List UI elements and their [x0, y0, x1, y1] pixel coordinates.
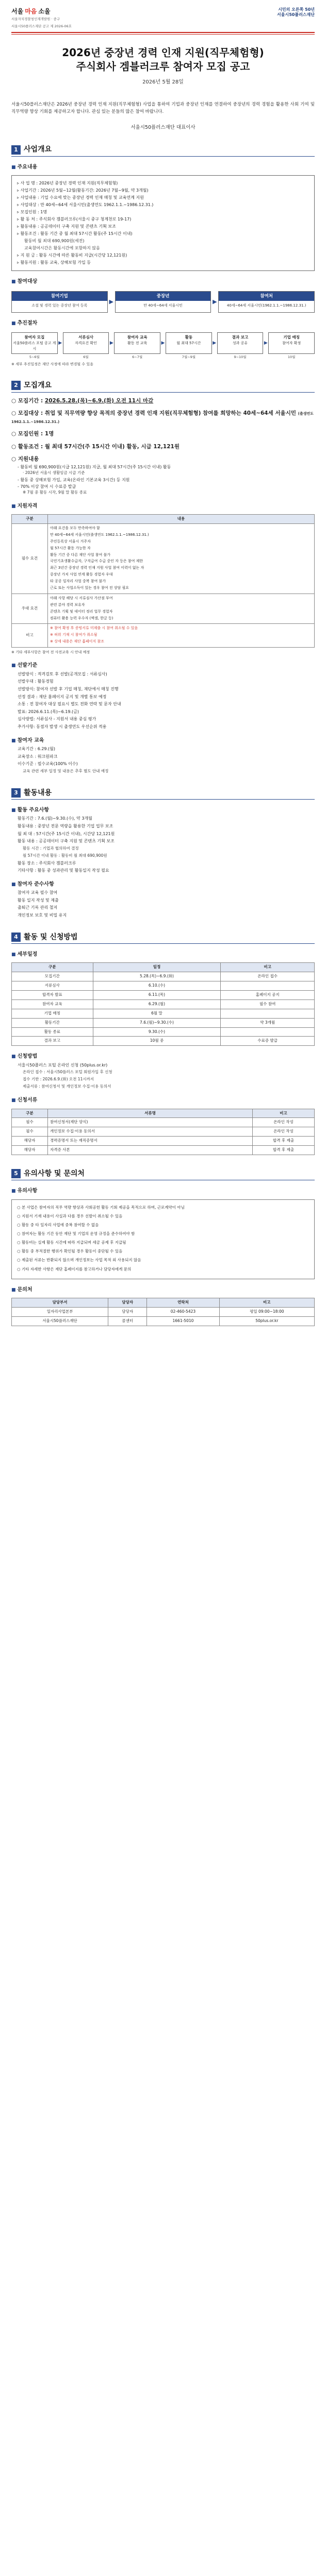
table-row — [12, 1137, 315, 1146]
table-header: 내용 — [48, 515, 315, 524]
cell: 수료증 발급 — [221, 1037, 315, 1046]
table-row — [12, 1009, 315, 1018]
rule-line: 개인정보 보호 및 비밀 유지 — [18, 913, 67, 918]
table-header-row — [12, 963, 315, 972]
selection-line: 추가사항: 동점자 발생 시 출생연도 우선순위 적용 — [18, 724, 107, 729]
qual-line: 아래 요건을 모두 만족하여야 함 — [50, 526, 100, 530]
table-header: 구분 — [12, 1109, 48, 1118]
section-title: 모집개요 — [24, 381, 52, 390]
cell: 참여신청서(재단 양식) — [48, 1118, 253, 1127]
cell: 해당자 — [12, 1146, 48, 1155]
support-label: ○ 지원내용 — [11, 455, 39, 462]
flow-item — [11, 291, 108, 313]
subsection-procedure: ■ 추진절차 — [11, 320, 315, 328]
cell: 담당자 — [108, 1308, 147, 1317]
overview-note: 활동비 월 최대 690,900원(세전) — [24, 239, 85, 244]
table-header: 연락처 — [147, 1298, 219, 1308]
subsection-notes: ■ 유의사항 — [11, 1188, 315, 1195]
qual-line: 관련 분야 경력 보유자 — [50, 602, 85, 607]
procedure-dates — [11, 355, 315, 360]
support-line: · 2026년 서울시 생활임금 시급 기준 — [23, 470, 85, 475]
step-desc: 월 최대 57시간 — [176, 341, 201, 346]
arrow-right-icon: ▶ — [161, 340, 165, 346]
procedure-date: 6~7월 — [132, 354, 143, 359]
step-title: 활동 — [185, 335, 193, 340]
procedure-step — [11, 332, 58, 353]
overview-row: ▹ 사업내용 : 기업 수요에 맞는 중장년 경력 인재 매칭 및 교육연계 지원 — [17, 194, 309, 201]
table-header: 비고 — [221, 963, 315, 972]
note-line: ○ 제출된 서류는 반환되지 않으며 개인정보는 사업 목적 외 사용되지 않음 — [17, 1257, 309, 1263]
qual-value — [48, 624, 315, 648]
table-header: 서류명 — [48, 1109, 253, 1118]
activity-line: 활동기간 : 7.6.(월)~9.30.(수), 약 3개월 — [18, 816, 92, 821]
section-number: 3 — [11, 788, 21, 798]
selection-line: 선발방식: 참여자 선발 후 기업 매칭, 재단에서 매칭 진행 — [18, 686, 119, 691]
education-line: 교육 관련 세부 일정 및 내용은 추후 별도 안내 예정 — [23, 768, 109, 773]
step-desc: 자격요건 확인 — [75, 341, 97, 346]
support-line: ※ 7월 중 활동 시작, 9월 말 활동 종료 — [23, 489, 87, 495]
organization-signature: 서울시50플러스재단 대표이사 — [131, 124, 195, 130]
support-title: 지원내용 — [18, 455, 39, 462]
table-header: 비고 — [219, 1298, 314, 1308]
documents-table — [11, 1109, 315, 1155]
brand-right: 소울 — [38, 8, 51, 15]
cell: 모집기간 — [12, 972, 93, 981]
section-1-header — [11, 144, 315, 156]
table-row — [12, 981, 315, 991]
arrow-right-icon: ▶ — [58, 340, 62, 346]
section-title: 활동 및 신청방법 — [24, 933, 78, 941]
table-header-row — [12, 515, 315, 524]
slogan — [277, 7, 315, 18]
table-row — [12, 594, 315, 624]
slogan-line-2: 서울시50플러스재단 — [277, 12, 315, 18]
step-title: 참여자 교육 — [127, 335, 148, 340]
arrow-right-icon: ▶ — [213, 298, 217, 305]
subsection-selection: ■ 선발기준 — [11, 662, 315, 670]
education-line: 이수기준 : 필수교육(100% 이수) — [18, 761, 78, 767]
section-number: 4 — [11, 933, 21, 942]
section-title: 활동내용 — [24, 788, 52, 797]
procedure-step — [166, 332, 212, 353]
rule-line: 출퇴근 기록 관리 철저 — [18, 905, 58, 910]
table-header: 비고 — [253, 1109, 315, 1118]
phone-number: 02-460-5423 — [147, 1308, 219, 1317]
arrow-right-icon: ▶ — [109, 298, 113, 305]
table-row — [12, 1316, 315, 1326]
step-title: 결과 보고 — [232, 335, 249, 340]
notice-title-line-1: 2026년 중장년 경력 인재 지원(직무체험형) — [62, 46, 264, 59]
subsection-participants: ■ 참여대상 — [11, 278, 315, 286]
phone-number: 1661-5010 — [147, 1316, 219, 1326]
schedule-table — [11, 962, 315, 1046]
notice-date: 2026년 5월 28일 — [142, 79, 184, 86]
qual-line: 아래 사항 해당 시 서류심사 가산점 부여 — [50, 596, 113, 600]
cell: 6.29.(월) — [93, 999, 221, 1009]
header-rule — [11, 32, 315, 33]
procedure-step — [268, 332, 315, 353]
note-line: ○ 활동비는 실제 활동 시간에 따라 지급되며 세금 공제 후 지급됨 — [17, 1239, 309, 1246]
step-title: 서류심사 — [78, 335, 93, 340]
section-4-header — [11, 932, 315, 944]
overview-row: ▹ 활동조건 : 활동 기간 중 월 최대 57시간 활동(주 15시간 이내) — [17, 230, 309, 238]
period-value: 2026.5.28.(목)~6.9.(화) 오전 11시 마감 — [44, 397, 154, 404]
cell: 경력증명서 또는 재직증명서 — [48, 1137, 253, 1146]
procedure-step — [217, 332, 264, 353]
cell: 홈페이지 공지 — [221, 991, 315, 1000]
cell — [221, 1027, 315, 1037]
subsection-documents: ■ 신청서류 — [11, 1097, 315, 1105]
cell — [221, 1009, 315, 1018]
subsection-qualification: ■ 지원자격 — [11, 503, 315, 511]
arrow-right-icon: ▶ — [109, 340, 113, 346]
section-3-header — [11, 788, 315, 800]
cell: 6.10.(수) — [93, 981, 221, 991]
procedure-step — [114, 332, 160, 353]
qual-line: ※ 상세 내용은 재단 홈페이지 참조 — [50, 639, 104, 644]
table-header-row — [12, 1298, 315, 1308]
cell: 필수 참여 — [221, 999, 315, 1009]
cell: 필수 — [12, 1127, 48, 1137]
apply-line: 온라인 접수 : 서울시50플러스 포털 회원가입 후 신청 — [23, 1070, 112, 1075]
recruit-count: ○ 모집인원 : 1명 — [11, 431, 54, 437]
overview-row: ▹ 사업기간 : 2026년 5월~12월(활동기간: 2026년 7월~9월, 약 3개월) — [17, 187, 309, 194]
count-value: 1명 — [44, 431, 54, 437]
brand-subtitle: 서울자치경찰청인재개발원 · 중구 — [11, 17, 60, 22]
header — [11, 0, 315, 29]
condition-value: 월 최대 57시간(주 15시간 이내) 활동, 시급 12,121원 — [44, 443, 180, 450]
cell: 10월 중 — [93, 1037, 221, 1046]
qual-line: ※ 허위 기재 시 참여가 취소됨 — [50, 633, 97, 637]
selection-line: 심사방법: 서류심사 - 지원서 내용 중심 평가 — [18, 717, 96, 722]
qual-line: 월 57시간 활동 가능한 자 — [50, 546, 91, 550]
support-text: 70% 이상 참여 시 수료증 발급 — [20, 484, 76, 489]
step-title: 참여자 모집 — [24, 335, 45, 340]
support-line: - 활동 중 상해보험 가입, 교육(온라인 기본교육 3시간) 등 지원 — [18, 477, 130, 482]
cell: 합격 후 제출 — [253, 1146, 315, 1155]
brand-mid: 마음 — [25, 8, 37, 15]
section-title: 사업개요 — [24, 145, 52, 154]
activity-line: 활동 장소 : 주식회사 겜블러크루 — [18, 860, 76, 866]
note-line: ○ 활동 중 부적절한 행위가 확인될 경우 활동이 중단될 수 있음 — [17, 1248, 309, 1255]
table-row — [12, 624, 315, 648]
target-note: (출생연도 1962.1.1.~1986.12.31.) — [11, 411, 314, 425]
note-line: ○ 활동 중 타 일자리 사업에 중복 참여할 수 없음 — [17, 1222, 309, 1228]
period-label: 모집기간 : — [18, 397, 43, 404]
qual-key: 필수 요건 — [12, 524, 48, 594]
cell: 서울시50플러스재단 — [12, 1316, 108, 1326]
header-rule-thin — [11, 34, 315, 35]
cell: 6월 말 — [93, 1009, 221, 1018]
flow-body: 40세~64세 서울시민(1962.1.1.~1986.12.31.) — [226, 303, 306, 308]
support-line: - 70% 이상 참여 시 수료증 발급 — [18, 484, 76, 489]
notes-box — [11, 1199, 315, 1279]
subsection-activity: ■ 활동 주요사항 — [11, 807, 315, 815]
procedure-step — [63, 332, 109, 353]
cell: 5.28.(목)~6.9.(화) — [93, 972, 221, 981]
flow-head: 중장년 — [116, 292, 211, 301]
overview-row: ▹ 지 원 금 : 활동 시간에 따른 활동비 지급(시간당 12,121원) — [17, 252, 309, 259]
cell: 참여자 교육 — [12, 999, 93, 1009]
lead-paragraph: 서울시50플러스재단은 2026년 중장년 경력 인재 지원(직무체험형) 사업을 통하여 기업과 중장년 인재를 연결하여 중장년의 경력 경험을 활용한 사회 기여 및 직무역량 향상 기회를 제공하고자 합니다. 관심 있는 분들의 많은 참여 바랍니다. — [11, 101, 315, 115]
step-title: 기업 매칭 — [283, 335, 300, 340]
cell: 기업 매칭 — [12, 1009, 93, 1018]
overview-box — [11, 175, 315, 271]
cell: 필수 — [12, 1118, 48, 1127]
activity-list — [11, 816, 315, 873]
subsection-contact: ■ 문의처 — [11, 1286, 315, 1294]
qual-line: 최근 3년간 중장년 경력 인재 지원 사업 참여 이력이 없는 자 — [50, 566, 144, 570]
subsection-apply: ■ 신청방법 — [11, 1053, 315, 1061]
brand-left: 서울 — [11, 8, 24, 15]
overview-row: ▹ 사 업 명 : 2026년 중장년 경력 인재 지원(직무체험형) — [17, 180, 309, 187]
overview-row: ▹ 활 동 처 : 주식회사 겜블러크루(서울시 중구 청계천로 19-17) — [17, 216, 309, 223]
qual-line: 국민기초생활수급자, 구직급여 수급 중인 자 등은 참여 제한 — [50, 559, 143, 564]
cell: 서류심사 — [12, 981, 93, 991]
procedure-date: 9~10월 — [234, 354, 247, 359]
cell: 온라인 작성 — [253, 1118, 315, 1127]
cell: 합격 후 제출 — [253, 1137, 315, 1146]
cell: 결과 보고 — [12, 1037, 93, 1046]
flow-head: 참여처 — [219, 292, 314, 301]
section-number: 5 — [11, 1169, 21, 1178]
procedure-date: 6월 — [83, 354, 89, 359]
flow-body: 만 40세~64세 서울시민 — [143, 303, 183, 308]
flow-body: 소셜 및 경력 있는 중장년 참여 등록 — [31, 303, 88, 308]
participant-flow — [11, 291, 315, 313]
apply-list — [11, 1062, 315, 1090]
activity-line: 기타사항 : 활동 중 성과관리 및 활동일지 작성 필요 — [18, 868, 109, 873]
apply-link[interactable]: 서울시50플러스 포털 온라인 신청 (50plus.or.kr) — [18, 1062, 108, 1067]
flow-item — [218, 291, 315, 313]
step-desc: 서울50플러스 포털 공고 게시 — [13, 341, 56, 351]
cell: 9.30.(수) — [93, 1027, 221, 1037]
support-line: - 활동비 월 690,900원(시급 12,121원) 지급, 월 최대 57시간(주 15시간 이내) 활동 — [18, 465, 171, 470]
support-text: 2026년 서울시 생활임금 시급 기준 — [25, 470, 85, 475]
subsection-education: ■ 참여자 교육 — [11, 737, 315, 745]
qual-line: 콘텐츠 기획 및 데이터 정리 업무 경험자 — [50, 609, 113, 614]
table-row — [12, 1018, 315, 1027]
support-text: 활동 중 상해보험 가입, 교육(온라인 기본교육 3시간) 등 지원 — [20, 477, 130, 482]
cell: 일자리사업본부 — [12, 1308, 108, 1317]
section-number: 2 — [11, 381, 21, 390]
table-row — [12, 999, 315, 1009]
overview-note: 교육참여시간은 활동시간에 포함하지 않음 — [24, 246, 100, 251]
section-number: 1 — [11, 145, 21, 155]
rule-line: 참여자 교육 필수 참여 — [18, 890, 58, 895]
title-block — [11, 46, 315, 87]
table-row — [12, 1027, 315, 1037]
table-row — [12, 1146, 315, 1155]
apply-line: 제출서류 : 참여신청서 및 개인정보 수집·이용 동의서 — [23, 1084, 111, 1089]
overview-row: ▹ 모집인원 : 1명 — [17, 209, 309, 216]
arrow-right-icon: ▶ — [213, 340, 217, 346]
note-line: ○ 본 사업은 참여자의 직무 역량 향상과 사회공헌 활동 기회 제공을 목적으로 하며, 근로계약이 아님 — [17, 1204, 309, 1211]
qual-key: 비고 — [12, 624, 48, 648]
activity-line: 활동내용 : 중장년 전문 역량을 활용한 기업 업무 보조 — [18, 824, 113, 829]
table-header: 담당자 — [108, 1298, 147, 1308]
cell: 개인정보 수집·이용 동의서 — [48, 1127, 253, 1137]
table-row — [12, 972, 315, 981]
education-line: 교육장소 : 워크원파크 — [18, 754, 58, 759]
cell: 온라인 작성 — [253, 1127, 315, 1137]
qual-line: 근로 또는 사업소득이 있는 경우 참여 전 상담 필요 — [50, 586, 129, 590]
note-line: ○ 지원서 기재 내용이 사실과 다를 경우 선발이 취소될 수 있음 — [17, 1213, 309, 1219]
qual-value — [48, 594, 315, 624]
table-header: 담당부서 — [12, 1298, 108, 1308]
qualification-note: ※ 기타 세부사항은 참여 전 사전교육 시 안내 예정 — [11, 650, 90, 655]
note-line: ○ 기타 자세한 사항은 재단 홈페이지를 참고하거나 담당자에게 문의 — [17, 1266, 309, 1273]
recruit-condition: ○ 활동조건 : 월 최대 57시간(주 15시간 이내) 활동, 시급 12,121원 — [11, 443, 180, 450]
cell: 해당자 — [12, 1137, 48, 1146]
section-2-header — [11, 380, 315, 392]
selection-line: 선정 결과 : 재단 홈페이지 공지 및 개별 통보 예정 — [18, 694, 107, 699]
qual-line: 만 40세~64세 서울시민(출생연도 1962.1.1.~1986.12.31.) — [50, 532, 149, 537]
flow-item — [115, 291, 211, 313]
note-line: ○ 참여자는 활동 기간 동안 재단 및 기업의 운영 규정을 준수하여야 함 — [17, 1230, 309, 1237]
step-desc: 참여자 확정 — [282, 341, 301, 346]
table-header: 일정 — [93, 963, 221, 972]
qual-line: 활동 기간 중 다른 재단 사업 참여 불가 — [50, 552, 111, 557]
table-header: 구분 — [12, 963, 93, 972]
count-label: 모집인원 : — [18, 431, 43, 437]
cell: 약 3개월 — [221, 1018, 315, 1027]
table-row — [12, 991, 315, 1000]
procedure-note: ※ 세부 추진일정은 재단 사정에 따라 변경될 수 있음 — [11, 362, 93, 367]
table-row — [12, 524, 315, 594]
table-row — [12, 1118, 315, 1127]
slogan-line-1: 시민의 오른쪽 50년 — [278, 7, 315, 12]
activity-line: 월 57시간 이내 활동 : 활동비 월 최대 690,900원 — [23, 853, 107, 858]
procedure-date: 10월 — [287, 354, 296, 359]
table-row — [12, 1037, 315, 1046]
overview-row: ▹ 활동지원 : 활동 교육, 상해보험 가입 등 — [17, 259, 309, 266]
target-label: 모집대상 : — [18, 410, 43, 416]
brand-logo — [11, 7, 72, 16]
apply-line[interactable] — [11, 1062, 315, 1069]
support-text: 활동비 월 690,900원(시급 12,121원) 지급, 월 최대 57시간(주 15시간 이내) 활동 — [20, 465, 171, 470]
activity-line: 월 최 대 : 57시간(주 15시간 이내), 시간당 12,121원 — [18, 831, 115, 836]
procedure-date: 5~6월 — [29, 354, 40, 359]
recruit-period: ○ 모집기간 : 2026.5.28.(목)~6.9.(화) 오전 11시 마감 — [11, 397, 154, 404]
condition-label: 활동조건 : — [18, 443, 43, 450]
qual-line: 중장년 가치 사업 연계 활동 경험자 우대 — [50, 572, 113, 577]
recruit-target: ○ 모집대상 : 취업 및 직무역량 향상 목적의 중장년 경력 인재 지원(직무체험형) 참여를 희망하는 40세~64세 서울시민 (출생연도 1962.1.1.~1986.12.31.) — [11, 410, 314, 425]
table-header-row — [12, 1109, 315, 1118]
section-title: 유의사항 및 문의처 — [24, 1169, 85, 1178]
table-row — [12, 1127, 315, 1137]
subsection-rules: ■ 참여자 준수사항 — [11, 881, 315, 889]
subsection-overview: ■ 주요내용 — [11, 164, 315, 172]
rules-list — [11, 890, 315, 918]
support-text: 7월 중 활동 시작, 9월 말 활동 종료 — [27, 489, 87, 495]
overview-row: ▹ 사업대상 : 만 40세~64세 서울시민(출생연도 1962.1.1.~1986.12.31.) — [17, 201, 309, 209]
qual-key: 우대 요건 — [12, 594, 48, 624]
cell: 자격증 사본 — [48, 1146, 253, 1155]
rule-line: 활동 일지 작성 및 제출 — [18, 897, 59, 903]
cell: 6.11.(목) — [93, 991, 221, 1000]
qual-line: 컴퓨터 활용 능력 우수자 (엑셀, 한글 등) — [50, 616, 113, 620]
apply-line: 접수 기한 : 2026.6.9.(화) 오전 11시까지 — [23, 1077, 94, 1082]
selection-list — [11, 671, 315, 730]
flow-head: 참여기업 — [12, 292, 107, 301]
selection-line: 선발우대 : 활동경험 — [18, 679, 54, 684]
qual-line: 주민등록상 서울시 거주자 — [50, 539, 91, 544]
target-value: 취업 및 직무역량 향상 목적의 중장년 경력 인재 지원(직무체험형) 참여를 희망하는 40세~64세 서울시민 — [44, 410, 296, 416]
contact-table — [11, 1298, 315, 1326]
cell: 평일 09:00~18:00 — [219, 1308, 314, 1317]
overview-row: ▹ 활동내용 : 공공데이터 구축 지원 및 콘텐츠 기획 보조 — [17, 223, 309, 230]
publication-number: 서울시50플러스재단 공고 제 2026-06호 — [11, 24, 72, 28]
activity-line: 활동 시간 : 기업과 협의하여 결정 — [23, 845, 79, 851]
qualification-table — [11, 514, 315, 648]
activity-line: 활동 내용 : 공공데이터 구축 지원 및 콘텐츠 기획 보조 — [18, 839, 115, 844]
education-line: 교육기간 : 6.29.(월) — [18, 747, 56, 752]
education-list — [11, 746, 315, 774]
cell: 콜센터 — [108, 1316, 147, 1326]
section-5-header — [11, 1168, 315, 1180]
selection-line: 발표: 2026.6.11.(목)~6.19.(금) — [18, 709, 79, 714]
arrow-right-icon: ▶ — [264, 340, 268, 346]
notice-title-line-2: 주식회사 겜블러크루 참여자 모집 공고 — [76, 60, 250, 73]
step-desc: 성과 공유 — [232, 341, 248, 346]
cell: 활동 종료 — [12, 1027, 93, 1037]
table-row — [12, 1308, 315, 1317]
qual-value — [48, 524, 315, 594]
procedure-flow — [11, 332, 315, 353]
cell — [221, 981, 315, 991]
cell: 합격자 발표 — [12, 991, 93, 1000]
qual-line: ※ 참여 확정 후 증빙서류 미제출 시 참여 취소될 수 있음 — [50, 626, 138, 631]
cell: 활동기간 — [12, 1018, 93, 1027]
selection-line: 소통 : 전 참여자 대상 필요시 별도 전화 연락 및 문자 안내 — [18, 702, 121, 707]
table-header: 구분 — [12, 515, 48, 524]
cell: 온라인 접수 — [221, 972, 315, 981]
subsection-schedule: ■ 세부일정 — [11, 951, 315, 959]
procedure-date: 7월~9월 — [182, 354, 195, 359]
selection-line: 선발방식 : 적격검토 후 선발(공개모집 : 서류심사) — [18, 671, 107, 676]
cell: 7.6.(월)~9.30.(수) — [93, 1018, 221, 1027]
step-desc: 활동 전 교육 — [127, 341, 148, 346]
qual-line: 타 공공 일자리 사업 중복 참여 불가 — [50, 579, 106, 584]
website-link[interactable]: 50plus.or.kr — [219, 1316, 314, 1326]
